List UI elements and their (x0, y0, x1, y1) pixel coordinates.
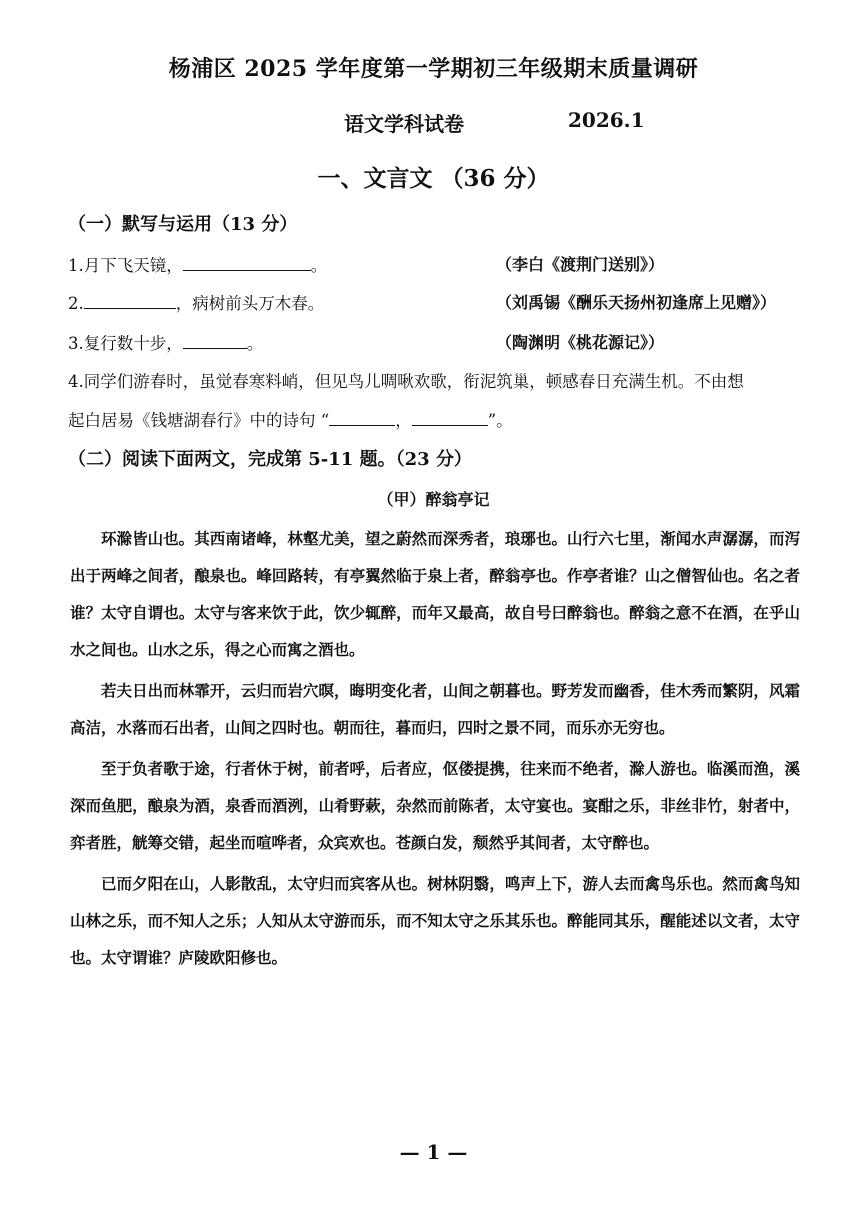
passage-paragraph: 环滁皆山也。其西南诸峰，林壑尤美，望之蔚然而深秀者，琅琊也。山行六七里，渐闻水声潺潺，而泻出于两峰之间者，酿泉也。峰回路转，有亭翼然临于泉上者，醉翁亭也。作亭者谁？山之僧智仙也。名之者谁？太守自谓也。太守与客来饮于此，饮少辄醉，而年又最高，故自号曰醉翁也。醉翁之意不在酒，在乎山水之间也。山水之乐，得之心而寓之酒也。 (70, 529, 800, 659)
passage-paragraph: 若夫日出而林霏开，云归而岩穴暝，晦明变化者，山间之朝暮也。野芳发而幽香，佳木秀而繁阴，风霜高洁，水落而石出者，山间之四时也。朝而往，暮而归，四时之景不同，而乐亦无穷也。 (70, 681, 800, 737)
exam-date: 2026.1 (568, 108, 645, 132)
page-number: — 1 — (399, 1140, 468, 1164)
q4-comma: ， (395, 411, 412, 430)
q1-source: （李白《渡荆门送别》） (496, 255, 665, 274)
passage-body (70, 520, 800, 976)
q1-end: 。 (310, 256, 328, 275)
passage-paragraph: 至于负者歌于途，行者休于树，前者呼，后者应，伛偻提携，往来而不绝者，滁人游也。临溪而渔，溪深而鱼肥，酿泉为酒，泉香而酒洌，山肴野蔌，杂然而前陈者，太守宴也。宴酣之乐，非丝非竹，射者中，弈者胜，觥筹交错，起坐而喧哗者，众宾欢也。苍颜白发，颓然乎其间者，太守醉也。 (70, 759, 800, 852)
q3-end: 。 (246, 334, 264, 353)
passage-title: （甲）醉翁亭记 (377, 490, 490, 509)
q2-source: （刘禹锡《酬乐天扬州初逢席上见赠》） (496, 293, 777, 312)
q4-answer-blank-1[interactable] (329, 410, 395, 426)
exam-subject: 语文学科试卷 (344, 112, 464, 136)
section-title: 一、文言文 （36 分） (317, 165, 550, 192)
q3-source: （陶渊明《桃花源记》） (496, 333, 665, 352)
q4-end: ”。 (487, 411, 513, 430)
question-1 (68, 252, 327, 276)
question-4-line-1: 4.同学们游春时，虽觉春寒料峭，但见鸟儿啁啾欢歌，衔泥筑巢，顿感春日充满生机。不由想 (68, 372, 744, 391)
question-3 (68, 330, 263, 354)
question-4-line-2 (68, 407, 513, 431)
part-two-heading: （二）阅读下面两文，完成第 5-11 题。（23 分） (68, 449, 472, 470)
q2-answer-blank[interactable] (84, 293, 176, 309)
q1-answer-blank[interactable] (183, 255, 311, 271)
part-one-heading: （一）默写与运用（13 分） (68, 214, 298, 235)
q3-text: 3.复行数十步， (68, 334, 183, 353)
q4-answer-blank-2[interactable] (412, 410, 488, 426)
q4-text: 起白居易《钱塘湖春行》中的诗句 “ (68, 411, 330, 430)
q1-text: 1.月下飞天镜， (68, 256, 183, 275)
exam-title: 杨浦区 2025 学年度第一学期初三年级期末质量调研 (168, 56, 699, 82)
q2-text: ，病树前头万木春。 (175, 294, 325, 313)
passage-paragraph: 已而夕阳在山，人影散乱，太守归而宾客从也。树林阴翳，鸣声上下，游人去而禽鸟乐也。然而禽鸟知山林之乐，而不知人之乐；人知从太守游而乐，而不知太守之乐其乐也。醉能同其乐，醒能述以文者，太守也。太守谓谁？庐陵欧阳修也。 (70, 874, 800, 967)
question-2 (68, 290, 324, 314)
q3-answer-blank[interactable] (183, 333, 247, 349)
q2-number: 2. (68, 294, 84, 313)
